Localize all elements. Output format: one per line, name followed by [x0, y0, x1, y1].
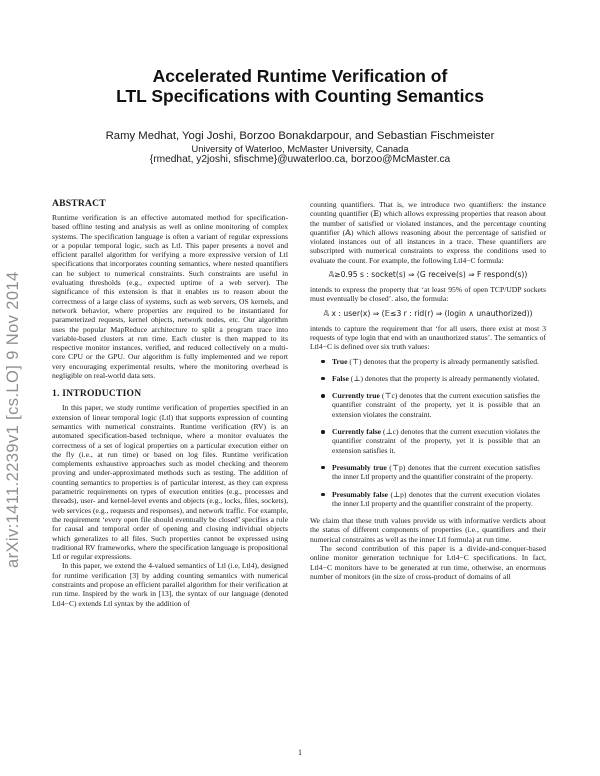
intro-paragraph-2: In this paper, we extend the 4-valued semantics of Ltl (i.e, Ltl4), designed for runtime verification [3] by adding counting semantics with numerical constraints and propose an efficient parallel algorithm for their verification at run time. Inspired by the work in [13], the syntax of our language (denoted Ltl4−C) extends Ltl syntax by the addition of [52, 561, 288, 608]
formula-socket: 𝔸≥0.95 s : socket(s) ⇒ (G receive(s) ⇒ F respond(s)) [328, 270, 528, 280]
right-paragraph-4: We claim that these truth values provide us with informative verdicts about the status of different components of properties (i.e., quantifiers and their numerical constraints as well as the inner Ltl formula) at run time. [310, 516, 546, 544]
left-column [52, 198, 288, 746]
author-list: Ramy Medhat, Yogi Joshi, Borzoo Bonakdarpour, and Sebastian Fischmeister [105, 130, 495, 142]
arxiv-stamp: arXiv:1411.2239v1 [cs.LO] 9 Nov 2014 [4, 271, 22, 569]
truth-value-list [310, 357, 546, 509]
paper-title [60, 66, 540, 106]
truth-value-item: Presumably true (⊤p) denotes that the current execution satisfies the inner Ltl property and the quantifier constraint of the property. [310, 463, 546, 482]
truth-value-item: False (⊥) denotes that the property is already permanently violated. [310, 374, 546, 383]
abstract-heading: ABSTRACT [52, 198, 106, 209]
title-line-1: Accelerated Runtime Verification of [152, 66, 448, 86]
truth-value-item: True (⊤) denotes that the property is already permanently satisfied. [310, 357, 546, 366]
truth-value-item: Currently true (⊤c) denotes that the current execution satisfies the quantifier constraint of the property, yet it is possible that an extension violates the constraint. [310, 391, 546, 419]
abstract-text: Runtime verification is an effective automated method for specification-based offline testing and analysis as well as online monitoring of complex systems. The specification language is often a variant of regular expressions or a popular temporal logic, such as Ltl. This paper presents a novel and efficient parallel algorithm for verifying a more expressive version of Ltl specifications that incorporates counting semantics, where nested quantifiers can be subject to numerical constraints. Such constraints are useful in evaluating thresholds (e.g., expected uptime of a web server). The significance of this extension is that it enables us to reason about the correctness of a large class of systems, such as web servers, OS kernels, and network behavior, where properties are required to be instantiated for parameterized requests, kernel objects, network nodes, etc. Our algorithm uses the popular MapReduce architecture to split a program trace into variable-based clusters at run time. Each cluster is then mapped to its respective monitor instances, verified, and reduced collectively on a multi-core CPU or the GPU. Our algorithm is fully implemented and we report very encouraging experimental results, where the monitoring overhead is negligible on real-world data sets. [52, 213, 288, 381]
author-emails: {rmedhat, y2joshi, sfischme}@uwaterloo.ca, borzoo@McMaster.ca [149, 154, 451, 165]
page-number: 1 [298, 748, 302, 757]
truth-value-item: Presumably false (⊥p) denotes that the current execution violates the inner Ltl property and the quantifier constraint of the property. [310, 490, 546, 509]
truth-value-item: Currently false (⊥c) denotes that the current execution violates the quantifier constraint of the property, yet it is possible that an extension satisfies it. [310, 427, 546, 455]
right-paragraph-2: intends to express the property that ‘at least 95% of open TCP/UDP sockets must eventually be closed’. also, the formula: [310, 285, 546, 304]
intro-paragraph-1: In this paper, we study runtime verification of properties specified in an extension of linear temporal logic (Ltl) that supports expression of counting semantics with numerical constraints. Runtime verification (RV) is an automated specification-based technique, where a monitor evaluates the correctness of a set of logical properties on a particular execution either on the fly (i.e., at run time) or based on log files. Runtime verification complements exhaustive approaches such as model checking and theorem proving and under-approximated methods such as testing. The addition of counting semantics to properties is of particular interest, as they can express parametric requirements on types of execution entities (e.g., processes and threads), user- and kernel-level events and objects (e.g., locks, files, sockets), web services (e.g., requests and responses), and network traffic. For example, the requirement ‘every open file should eventually be closed’ specifies a rule for causal and temporal order of opening and closing individual objects which generalizes to all files. Such properties cannot be expressed using traditional RV frameworks, where the specification language is propositional Ltl or regular expressions. [52, 403, 288, 562]
right-paragraph-3: intends to capture the requirement that ‘for all users, there exist at most 3 requests of type login that end with an unauthorized status’. The semantics of Ltl4−C is defined over six truth values: [310, 323, 546, 352]
title-line-2: LTL Specifications with Counting Semantics [116, 86, 484, 106]
right-column [310, 200, 546, 748]
introduction-heading: 1. INTRODUCTION [52, 388, 142, 400]
right-paragraph-1: counting quantifiers. That is, we introduce two quantifiers: the instance counting quantifier (𝔼) which allows expressing properties that reason about the number of satisfied or violated instances, and the percentage counting quantifier (𝔸) which allows reasoning about the percentage of satisfied or violated instances out of all instances in a trace. These quantifiers are subscripted with numerical constraints to express the conditions used to evaluate the count. For example, the following Ltl4−C formula: [310, 200, 546, 265]
formula-login: 𝔸 x : user(x) ⇒ (𝔼≤3 r : rid(r) ⇒ (login ∧ unauthorized)) [323, 308, 533, 318]
right-paragraph-5: The second contribution of this paper is a divide-and-conquer-based online monitor generation technique for Ltl4−C specifications. In fact, Ltl4−C monitors have to be generated at run time, otherwise, an enormous number of monitors (in the size of cross-product of domains of all [310, 544, 546, 581]
affiliation: University of Waterloo, McMaster University, Canada [191, 144, 409, 154]
